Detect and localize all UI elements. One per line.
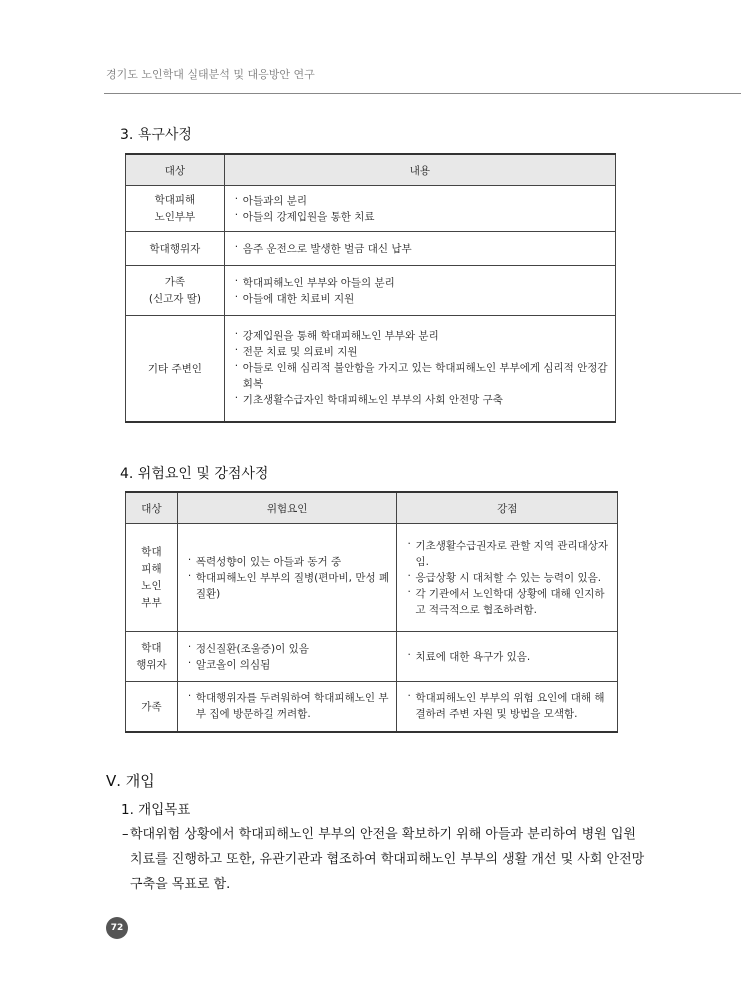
table-row	[126, 232, 616, 266]
row-strengths	[397, 682, 618, 732]
row-target: 학대피해 노인부부	[126, 186, 225, 232]
list-item: · 정신질환(조울증)이 있음	[186, 641, 391, 657]
list-item: · 아들과의 분리	[233, 193, 609, 209]
col-header-risk: 위험요인	[177, 492, 397, 524]
list-item: · 강제입원을 통해 학대피해노인 부부와 분리	[233, 328, 609, 344]
list-item: · 폭력성향이 있는 아들과 동거 중	[186, 554, 391, 570]
row-target: 학대행위자	[126, 232, 225, 266]
table-row	[126, 266, 616, 316]
dash-bullet: –	[122, 827, 129, 842]
intervention-goal-paragraph	[122, 822, 650, 897]
row-target: 학대 피해 노인 부부	[126, 524, 178, 632]
list-item: · 치료에 대한 욕구가 있음.	[405, 649, 611, 665]
row-strengths	[397, 524, 618, 632]
running-header: 경기도 노인학대 실태분석 및 대응방안 연구	[106, 68, 315, 81]
list-item: · 아들에 대한 치료비 지원	[233, 291, 609, 307]
col-header-content: 내용	[224, 154, 615, 186]
list-item: · 학대피해노인 부부의 위험 요인에 대해 해결하려 주변 자원 및 방법을 모색함.	[405, 690, 611, 722]
col-header-target: 대상	[126, 492, 178, 524]
needs-assessment-table	[125, 153, 616, 423]
page-number-badge: 72	[106, 917, 128, 939]
list-item: · 학대피해노인 부부와 아들의 분리	[233, 275, 609, 291]
row-content	[224, 316, 615, 422]
row-content	[224, 232, 615, 266]
list-item: · 아들의 강제입원을 통한 치료	[233, 209, 609, 225]
list-item: · 학대행위자를 두려워하여 학대피해노인 부부 집에 방문하길 꺼려함.	[186, 690, 391, 722]
subsection-title: 1. 개입목표	[121, 802, 191, 818]
list-item: · 학대피해노인 부부의 질병(편마비, 만성 폐질환)	[186, 570, 391, 602]
header-rule	[104, 93, 741, 94]
list-item: · 응급상황 시 대처할 수 있는 능력이 있음.	[405, 570, 611, 586]
table-row	[126, 632, 618, 682]
table-row	[126, 682, 618, 732]
list-item: · 아들로 인해 심리적 불안함을 가지고 있는 학대피해노인 부부에게 심리적 안정감 회복	[233, 360, 609, 392]
list-item: · 기초생활수급자인 학대피해노인 부부의 사회 안전망 구축	[233, 392, 609, 408]
section4-title: 4. 위험요인 및 강점사정	[120, 466, 269, 482]
paragraph-text: 학대위험 상황에서 학대피해노인 부부의 안전을 확보하기 위해 아들과 분리하여 병원 입원 치료를 진행하고 또한, 유관기관과 협조하여 학대피해노인 부부의 생활 개선 및 사회 안전망 구축을 목표로 함.	[130, 827, 645, 892]
table-row	[126, 524, 618, 632]
section3-title: 3. 욕구사정	[120, 127, 192, 143]
col-header-strength: 강점	[397, 492, 618, 524]
row-content	[224, 186, 615, 232]
row-target: 가족	[126, 682, 178, 732]
table-row	[126, 186, 616, 232]
col-header-target: 대상	[126, 154, 225, 186]
row-risks	[177, 524, 397, 632]
row-target: 학대 행위자	[126, 632, 178, 682]
row-risks	[177, 632, 397, 682]
list-item: · 음주 운전으로 발생한 벌금 대신 납부	[233, 241, 609, 257]
row-target: 기타 주변인	[126, 316, 225, 422]
table-row	[126, 316, 616, 422]
list-item: · 각 기관에서 노인학대 상황에 대해 인지하고 적극적으로 협조하려함.	[405, 586, 611, 618]
list-item: · 알코올이 의심됨	[186, 657, 391, 673]
row-risks	[177, 682, 397, 732]
row-target: 가족 (신고자 딸)	[126, 266, 225, 316]
risk-strength-table	[125, 491, 618, 733]
chapter5-title: Ⅴ. 개입	[106, 772, 155, 790]
row-strengths	[397, 632, 618, 682]
list-item: · 기초생활수급권자로 관할 지역 관리대상자임.	[405, 538, 611, 570]
list-item: · 전문 치료 및 의료비 지원	[233, 344, 609, 360]
row-content	[224, 266, 615, 316]
